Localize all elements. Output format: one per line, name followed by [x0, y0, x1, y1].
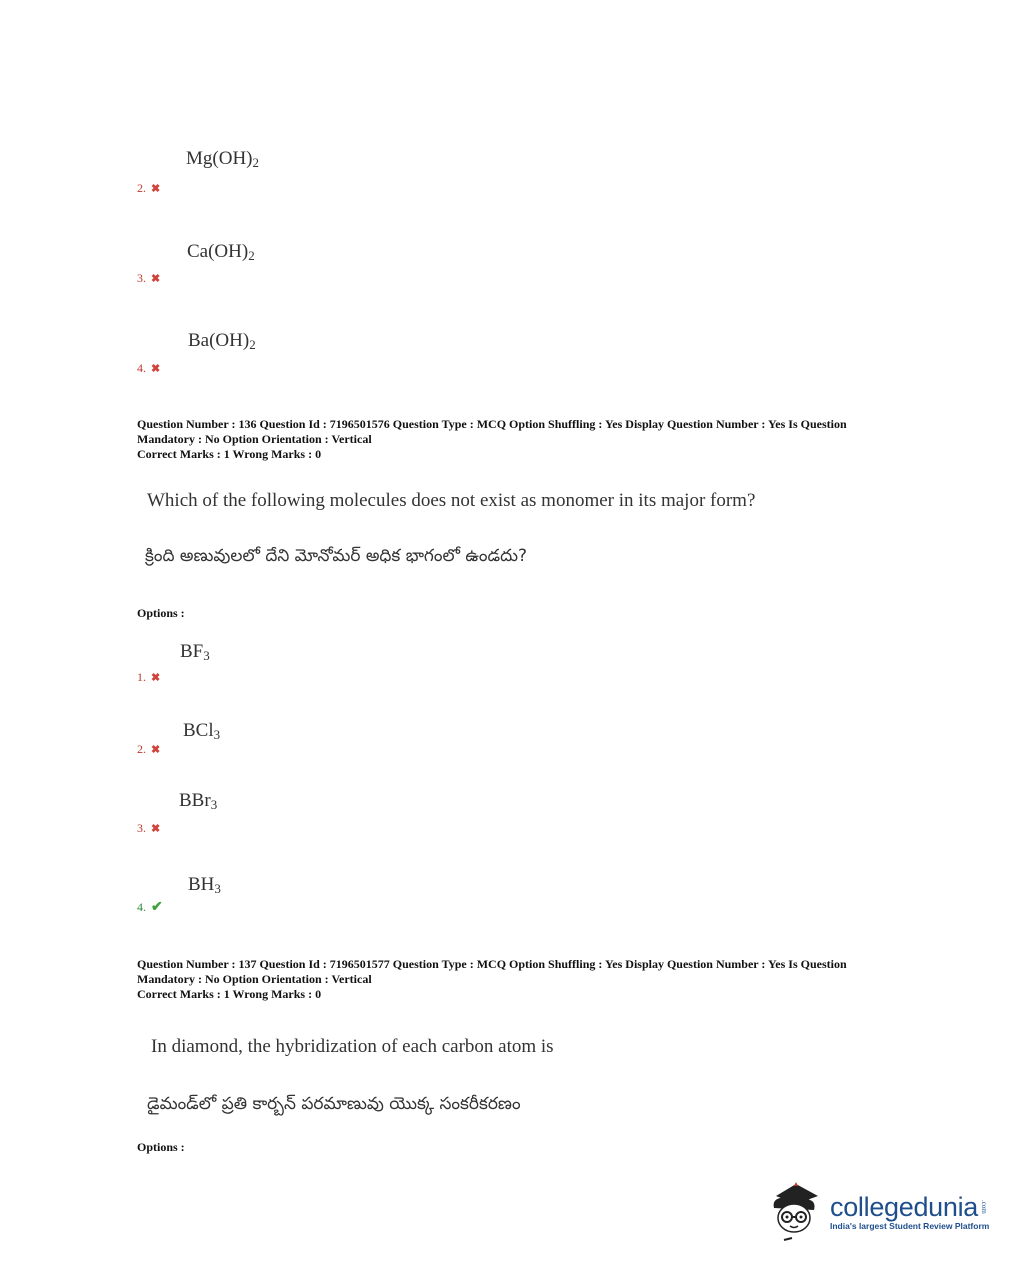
wrong-mark-icon: ✖	[151, 183, 161, 195]
option-number: 2.	[137, 181, 146, 195]
question-meta-line: Question Number : 137 Question Id : 7196501577 Question Type : MCQ Option Shuffling : Yes Display Question Number : Yes Is Question Mandatory : No Option Orientation : Vertical	[137, 957, 847, 986]
logo-brand-text: collegedunia	[830, 1191, 979, 1222]
question-text-te: క్రింది అణువులలో దేని మోనోమర్ అధిక భాగంలో ఉండదు?	[145, 546, 528, 566]
option-number-row	[137, 181, 160, 196]
option-formula: $Ba(OH)_2$	[188, 330, 256, 352]
question-text-en: In diamond, the hybridization of each carbon atom is	[151, 1036, 554, 1057]
option-number-row	[137, 670, 160, 685]
option-formula: $BH_3$	[188, 874, 221, 896]
options-label: Options :	[137, 606, 185, 620]
options-label: Options :	[137, 1140, 185, 1154]
question-text-te: డైమండ్‌లో ప్రతి కార్బన్ పరమాణువు యొక్క సంకరీకరణం	[147, 1094, 521, 1114]
option-number-row	[137, 899, 163, 916]
question-text-en: Which of the following molecules does not exist as monomer in its major form?	[147, 490, 756, 511]
collegedunia-logo	[766, 1178, 989, 1244]
mascot-icon	[766, 1178, 824, 1244]
option-number: 3.	[137, 271, 146, 285]
option-formula: $Mg(OH)_2$	[186, 148, 259, 170]
option-number: 4.	[137, 900, 146, 914]
logo-tld-text: .com	[980, 1200, 989, 1214]
option-number-row	[137, 271, 160, 286]
option-number-row	[137, 361, 160, 376]
question-meta-line: Question Number : 136 Question Id : 7196501576 Question Type : MCQ Option Shuffling : Yes Display Question Number : Yes Is Question Mandatory : No Option Orientation : Vertical	[137, 417, 847, 446]
check-mark-icon: ✔	[151, 900, 163, 915]
question-marks-line: Correct Marks : 1 Wrong Marks : 0	[137, 987, 322, 1001]
option-number: 4.	[137, 361, 146, 375]
option-formula: BCl$_3$	[183, 720, 221, 742]
wrong-mark-icon: ✖	[151, 273, 161, 285]
option-number-row	[137, 742, 160, 757]
question-marks-line: Correct Marks : 1 Wrong Marks : 0	[137, 447, 322, 461]
option-formula: BBr$_3$	[179, 790, 218, 812]
wrong-mark-icon: ✖	[151, 744, 161, 756]
logo-tagline: India's largest Student Review Platform	[830, 1220, 990, 1231]
wrong-mark-icon: ✖	[151, 823, 161, 835]
option-number: 2.	[137, 742, 146, 756]
option-formula: $BF_3$	[180, 641, 210, 663]
option-formula: $Ca(OH)_2$	[187, 241, 255, 263]
question-meta	[137, 417, 907, 462]
option-number: 1.	[137, 670, 146, 684]
wrong-mark-icon: ✖	[151, 363, 161, 375]
question-meta	[137, 957, 907, 1002]
option-number: 3.	[137, 821, 146, 835]
option-number-row	[137, 821, 160, 836]
wrong-mark-icon: ✖	[151, 672, 161, 684]
